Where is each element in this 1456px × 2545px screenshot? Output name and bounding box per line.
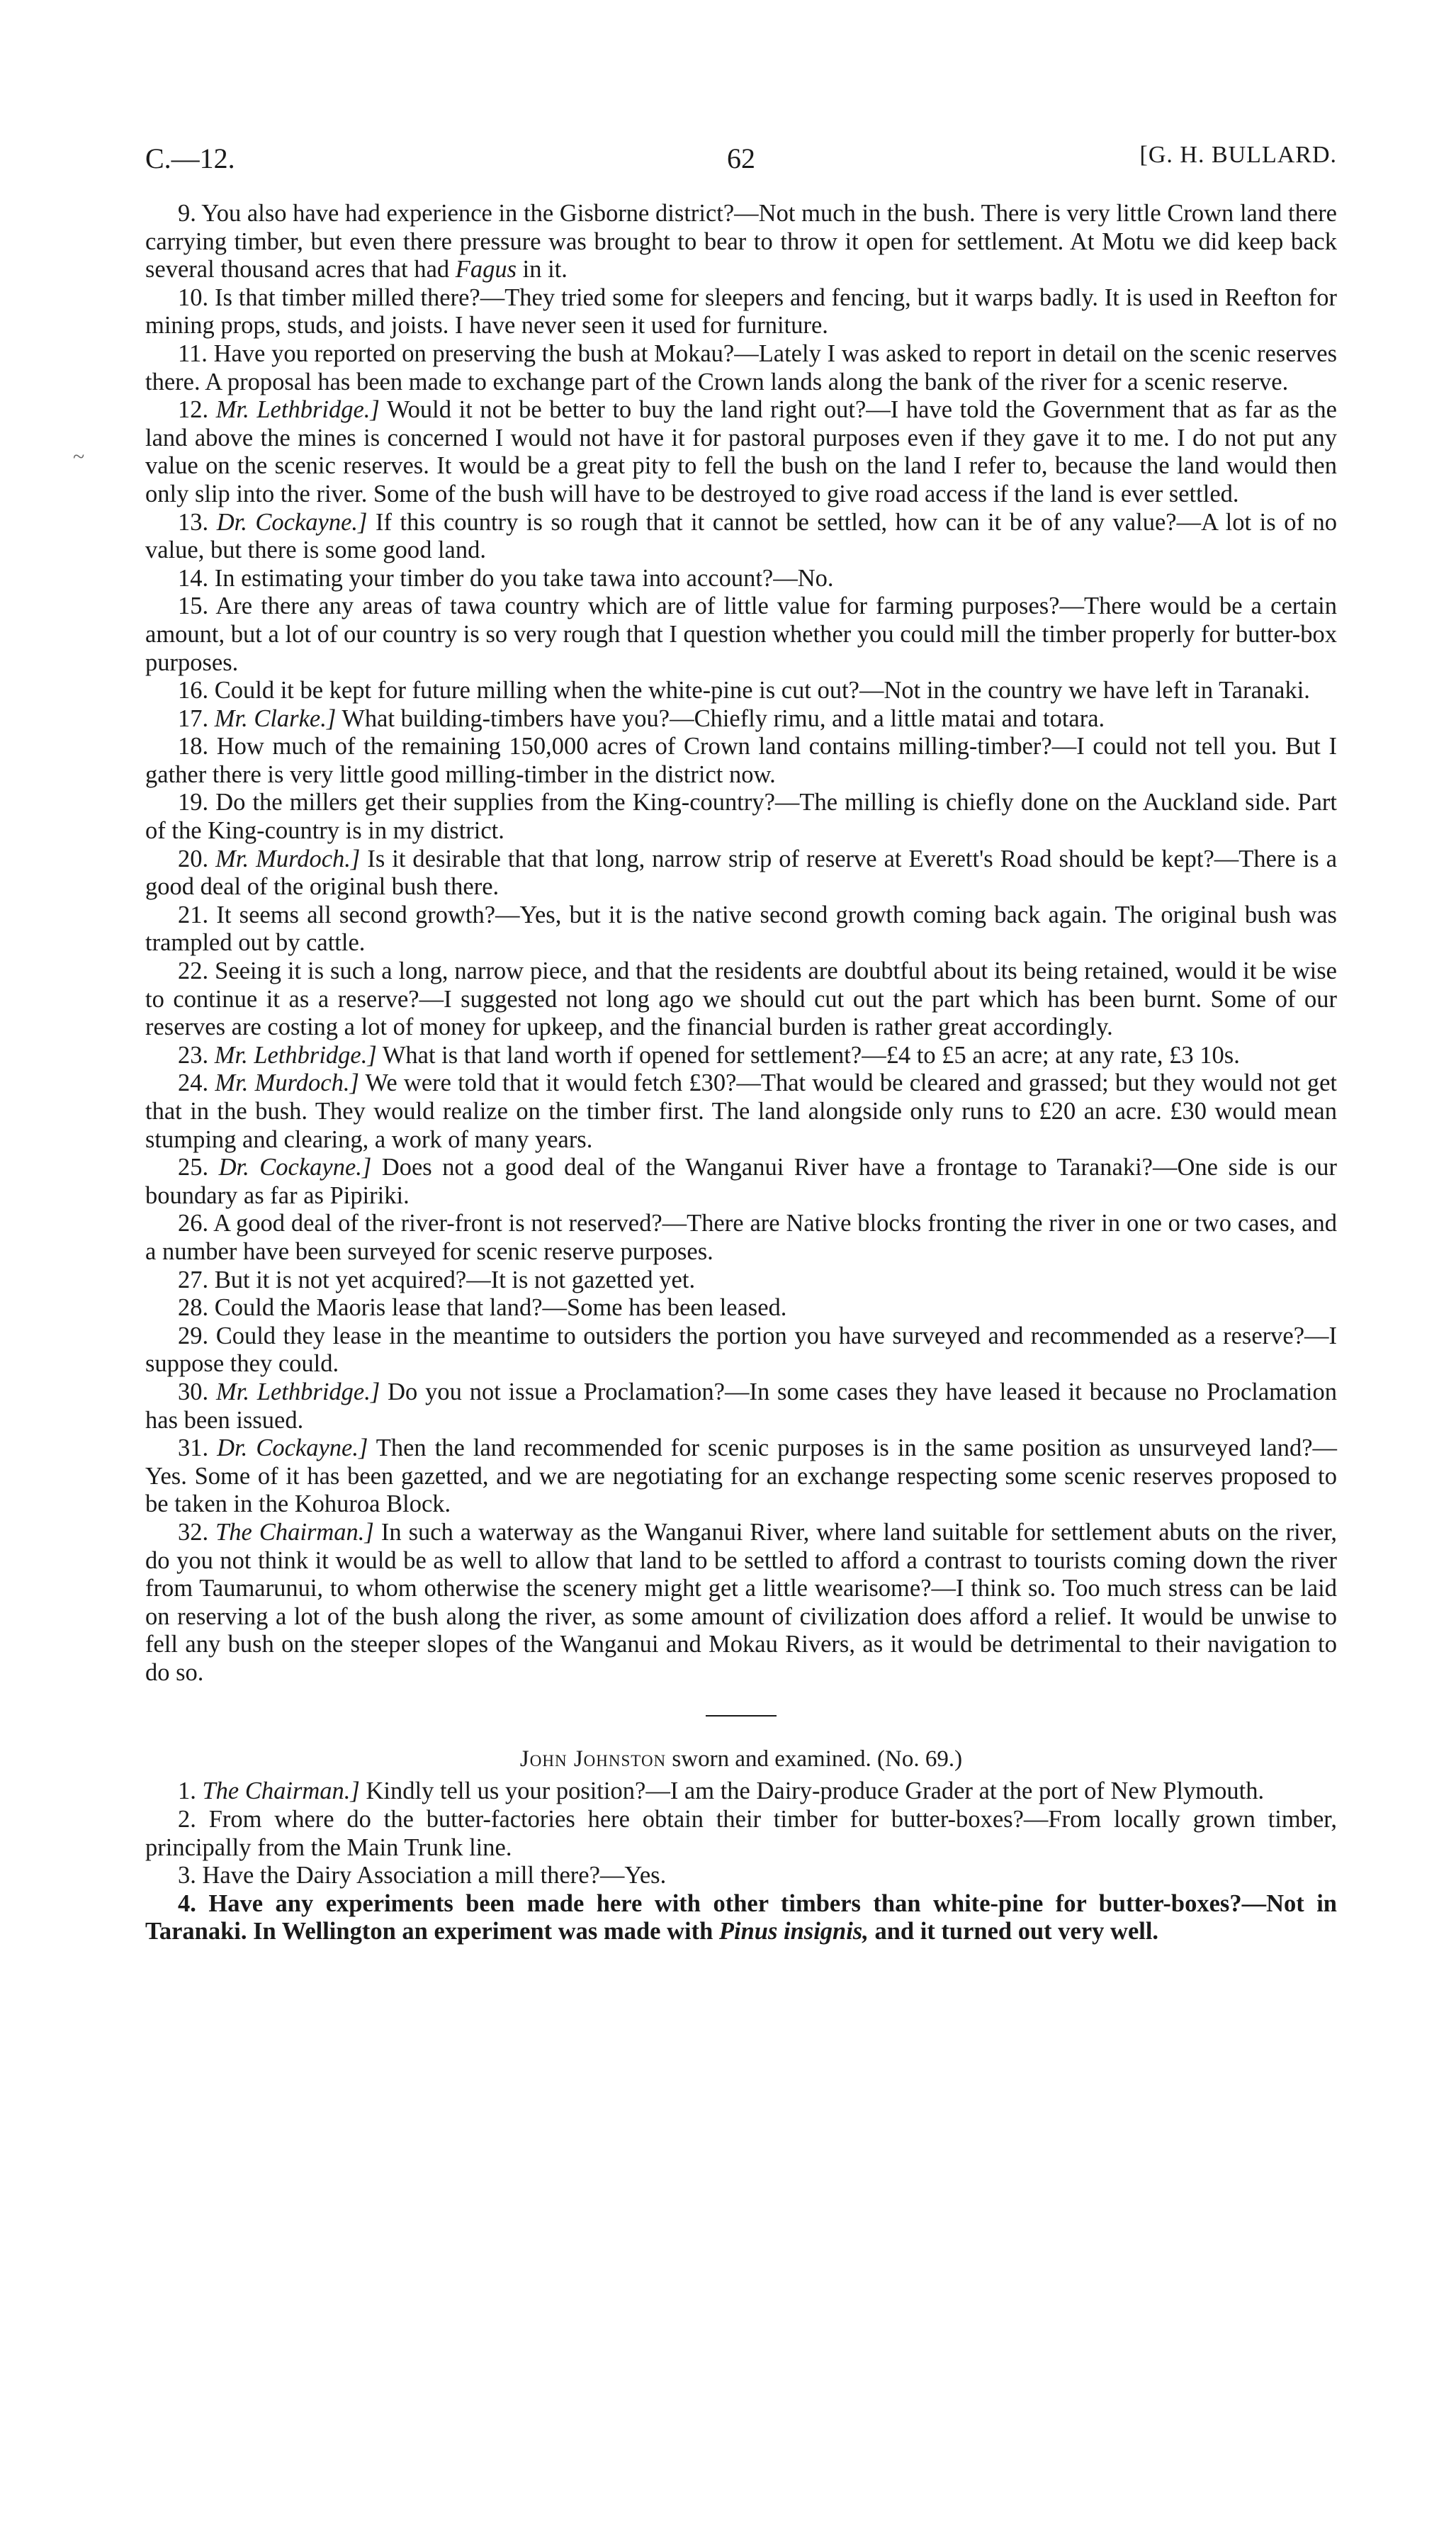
report-code: C.—12.: [145, 142, 235, 174]
johnston-question-1: 1. The Chairman.] Kindly tell us your position?—I am the Dairy-produce Grader at the port of New Plymouth.: [178, 1777, 1265, 1805]
question-18: 18. How much of the remaining 150,000 acres of Crown land contains milling-timber?—I could not tell you. But I gather there is very little good milling-timber in the district now.: [145, 733, 1337, 788]
page-header: [145, 142, 1337, 191]
question-31: 31. Dr. Cockayne.] Then the land recommended for scenic purposes is in the same position as unsurveyed land?—Yes. Some of it has been gazetted, and we are negotiating for an exchange respecting some scenic reserves proposed to be taken in the Kohuroa Block.: [145, 1434, 1338, 1518]
question-19: 19. Do the millers get their supplies from the King-country?—The milling is chiefly done on the Auckland side. Part of the King-country is in my district.: [145, 789, 1337, 845]
question-25: 25. Dr. Cockayne.] Does not a good deal of the Wanganui River have a frontage to Taranaki?—One side is our boundary as far as Pipiriki.: [145, 1154, 1337, 1209]
question-28: 28. Could the Maoris lease that land?—Some has been leased.: [178, 1294, 787, 1322]
speaker: Dr. Cockayne.]: [218, 1154, 372, 1181]
johnston-question-4: 4. Have any experiments been made here with other timbers than white-pine for butter-boxes?—Not in Taranaki. In Wellington an experiment was made with Pinus insignis, and it turned out very well.: [145, 1889, 1337, 1945]
speaker: Dr. Cockayne.]: [217, 1434, 368, 1462]
question-11: 11. Have you reported on preserving the bush at Mokau?—Lately I was asked to report in detail on the scenic reserves there. A proposal has been made to exchange part of the Crown lands along the bank of the river for a scenic reserve.: [145, 339, 1337, 395]
witness-name: John Johnston: [519, 1746, 667, 1772]
question-10: 10. Is that timber milled there?—They tried some for sleepers and fencing, but it warps badly. It is used in Reefton for mining props, studs, and joists. I have never seen it used for furniture.: [145, 283, 1337, 339]
speaker: Mr. Lethbridge.]: [214, 1041, 377, 1069]
question-20: 20. Mr. Murdoch.] Is it desirable that that long, narrow strip of reserve at Everett's Road should be kept?—There is a good deal of the original bush there.: [145, 845, 1338, 901]
speaker: Mr. Murdoch.]: [215, 1069, 359, 1097]
question-30: 30. Mr. Lethbridge.] Do you not issue a Proclamation?—In some cases they have leased it because no Proclamation has been issued.: [145, 1378, 1337, 1434]
speaker: Mr. Lethbridge.]: [215, 396, 380, 424]
page: [145, 142, 1337, 1946]
question-29: 29. Could they lease in the meantime to outsiders the portion you have surveyed and recommended as a reserve?—I suppose they could.: [145, 1322, 1337, 1378]
question-26: 26. A good deal of the river-front is not reserved?—There are Native blocks fronting the river in one or two cases, and a number have been surveyed for scenic reserve purposes.: [145, 1210, 1337, 1265]
margin-mark: ~: [73, 445, 85, 468]
question-27: 27. But it is not yet acquired?—It is not gazetted yet.: [178, 1266, 696, 1293]
question-21: 21. It seems all second growth?—Yes, but it is the native second growth coming back again. The original bush was trampled out by cattle.: [145, 901, 1337, 957]
johnston-question-2: 2. From where do the butter-factories here obtain their timber for butter-boxes?—From locally grown timber, principally from the Main Trunk line.: [145, 1806, 1337, 1861]
witness-heading: John Johnston sworn and examined. (No. 69.): [519, 1746, 963, 1772]
speaker: The Chairman.]: [215, 1518, 374, 1546]
evidence-body: [145, 200, 1337, 1946]
italic-term: Pinus insignis,: [718, 1918, 869, 1945]
page-number: 62: [727, 142, 755, 174]
speaker: Mr. Lethbridge.]: [215, 1378, 380, 1405]
question-22: 22. Seeing it is such a long, narrow piece, and that the residents are doubtful about its being retained, would it be wise to continue it as a reserve?—I suggested not long ago we should cut out the part which has been burnt. Some of our reserves are costing a lot of money for upkeep, and the financial burden is rather great accordingly.: [145, 957, 1337, 1041]
question-12: 12. Mr. Lethbridge.] Would it not be better to buy the land right out?—I have told the Government that as far as the land above the mines is concerned I would not have it for pastoral purposes even if they gave it to me. I do not put any value on the scenic reserves. It would be a great pity to fell the bush on the land I refer to, because the land would then only slip into the river. Some of the bush will have to be destroyed to give road access if the land is ever settled.: [145, 396, 1337, 507]
question-17: 17. Mr. Clarke.] What building-timbers have you?—Chiefly rimu, and a little matai and totara.: [178, 704, 1105, 732]
question-16: 16. Could it be kept for future milling when the white-pine is cut out?—Not in the country we have left in Taranaki.: [178, 677, 1310, 704]
speaker: Mr. Clarke.]: [214, 704, 337, 732]
section-divider: [706, 1715, 777, 1717]
speaker: Dr. Cockayne.]: [216, 508, 368, 536]
question-15: 15. Are there any areas of tawa country which are of little value for farming purposes?—There would be a certain amount, but a lot of our country is so very rough that I question whether you could mill the timber properly for butter-box purposes.: [145, 592, 1337, 676]
question-23: 23. Mr. Lethbridge.] What is that land worth if opened for settlement?—£4 to £5 an acre; at any rate, £3 10s.: [178, 1041, 1240, 1069]
question-9: 9. You also have had experience in the Gisborne district?—Not much in the bush. There is very little Crown land there carrying timber, but even there pressure was brought to bear to throw it open for settlement. At Motu we did keep back several thousand acres that had Fagus in it.: [145, 200, 1337, 283]
italic-term: Fagus: [455, 256, 517, 283]
question-14: 14. In estimating your timber do you take tawa into account?—No.: [178, 564, 834, 592]
speaker: Mr. Murdoch.]: [215, 845, 361, 872]
witness-running-head: [G. H. BULLARD.: [1139, 142, 1337, 168]
speaker: The Chairman.]: [202, 1777, 360, 1805]
johnston-question-3: 3. Have the Dairy Association a mill there?—Yes.: [178, 1862, 667, 1889]
question-32: 32. The Chairman.] In such a waterway as the Wanganui River, where land suitable for settlement abuts on the river, do you not think it would be as well to allow that land to be settled to afford a contrast to tourists coming down the river from Taumarunui, to whom otherwise the scenery might get a little wearisome?—I think so. Too much stress can be laid on reserving a lot of the bush along the river, as some amount of civilization does afford a relief. It would be unwise to fell any bush on the steeper slopes of the Wanganui and Mokau Rivers, as it would be detrimental to their navigation to do so.: [145, 1518, 1338, 1686]
question-13: 13. Dr. Cockayne.] If this country is so rough that it cannot be settled, how can it be of any value?—A lot is of no value, but there is some good land.: [145, 508, 1337, 564]
question-24: 24. Mr. Murdoch.] We were told that it would fetch £30?—That would be cleared and grassed; but they would not get that in the bush. They would realize on the timber first. The land alongside only runs to £20 an acre. £30 would mean stumping and clearing, a work of many years.: [145, 1069, 1338, 1153]
